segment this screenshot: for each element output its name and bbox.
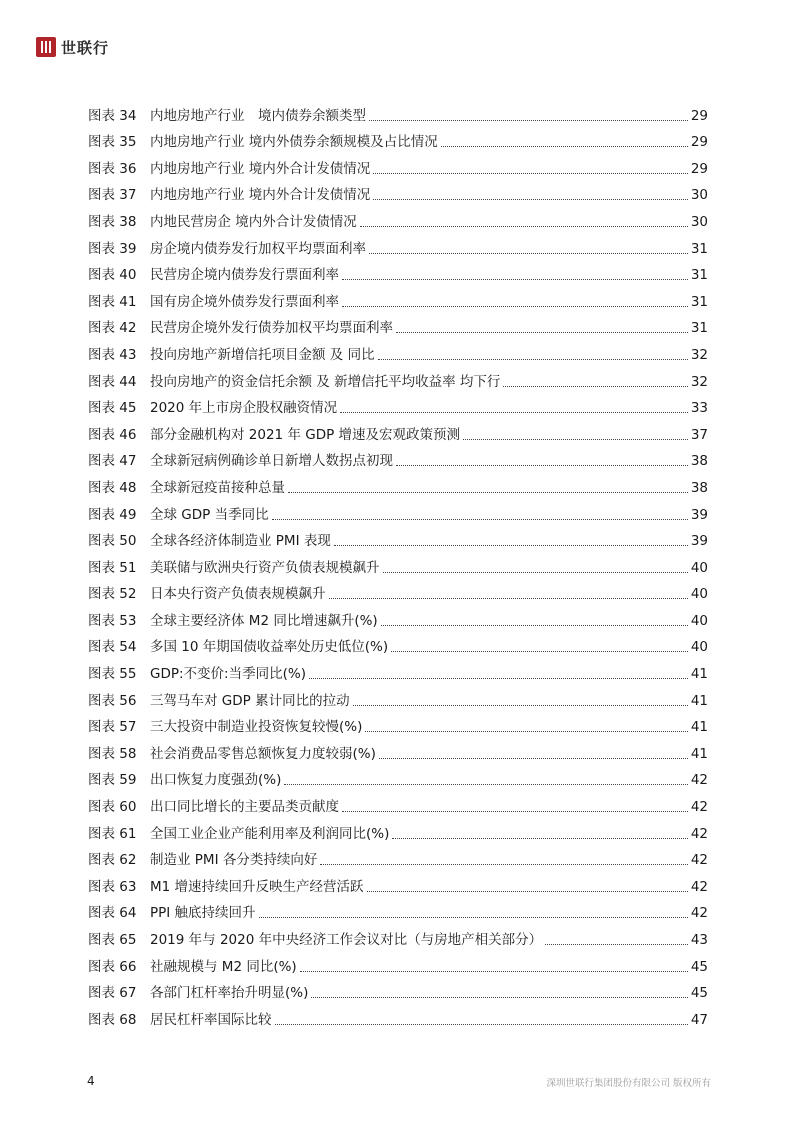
toc-entry-page: 30 bbox=[690, 213, 708, 230]
toc-entry-label: 图表 68 bbox=[88, 1011, 137, 1028]
toc-entry[interactable] bbox=[88, 603, 708, 630]
toc-leader-dots bbox=[369, 253, 688, 254]
toc-entry-label: 图表 39 bbox=[88, 240, 137, 257]
toc-leader-dots bbox=[342, 811, 688, 812]
toc-entry-label: 图表 41 bbox=[88, 293, 137, 310]
toc-entry-title: 日本央行资产负债表规模飙升 bbox=[150, 586, 326, 603]
toc-entry-label: 图表 64 bbox=[88, 905, 137, 922]
toc-entry[interactable] bbox=[88, 391, 708, 418]
toc-entry[interactable] bbox=[88, 869, 708, 896]
toc-entry-label: 图表 54 bbox=[88, 639, 137, 656]
toc-entry-label: 图表 35 bbox=[88, 134, 137, 151]
toc-entry-label: 图表 38 bbox=[88, 213, 137, 230]
toc-leader-dots bbox=[309, 678, 688, 679]
toc-entry-title: M1 增速持续回升反映生产经营活跃 bbox=[150, 878, 364, 895]
toc-entry-label: 图表 63 bbox=[88, 878, 137, 895]
toc-entry-label: 图表 45 bbox=[88, 400, 137, 417]
toc-leader-dots bbox=[334, 545, 688, 546]
toc-entry[interactable] bbox=[88, 710, 708, 737]
toc-leader-dots bbox=[463, 439, 688, 440]
toc-leader-dots bbox=[396, 332, 688, 333]
toc-entry-page: 29 bbox=[690, 134, 708, 151]
toc-entry[interactable] bbox=[88, 497, 708, 524]
toc-entry-title: 内地房地产行业 境内外合计发债情况 bbox=[150, 187, 371, 204]
toc-entry[interactable] bbox=[88, 683, 708, 710]
toc-leader-dots bbox=[329, 598, 688, 599]
toc-leader-dots bbox=[373, 199, 688, 200]
toc-entry[interactable] bbox=[88, 736, 708, 763]
toc-entry-label: 图表 48 bbox=[88, 479, 137, 496]
toc-entry-label: 图表 44 bbox=[88, 373, 137, 390]
toc-entry-title: 出口同比增长的主要品类贡献度 bbox=[150, 799, 339, 816]
toc-entry[interactable] bbox=[88, 444, 708, 471]
toc-entry[interactable] bbox=[88, 417, 708, 444]
toc-entry[interactable] bbox=[88, 98, 708, 125]
toc-entry-label: 图表 61 bbox=[88, 825, 137, 842]
toc-leader-dots bbox=[342, 279, 688, 280]
toc-entry[interactable] bbox=[88, 284, 708, 311]
toc-leader-dots bbox=[383, 572, 688, 573]
toc-entry-title: 制造业 PMI 各分类持续向好 bbox=[150, 852, 318, 869]
toc-entry[interactable] bbox=[88, 896, 708, 923]
toc-entry[interactable] bbox=[88, 949, 708, 976]
toc-entry-label: 图表 66 bbox=[88, 958, 137, 975]
toc-entry[interactable] bbox=[88, 151, 708, 178]
toc-entry-label: 图表 65 bbox=[88, 932, 137, 948]
toc-entry-title: 房企境内债券发行加权平均票面利率 bbox=[150, 240, 366, 257]
toc-entry-title: 社会消费品零售总额恢复力度较弱(%) bbox=[150, 745, 376, 762]
toc-entry-page: 42 bbox=[690, 852, 708, 869]
toc-entry-title: 出口恢复力度强劲(%) bbox=[150, 772, 282, 789]
page-number: 4 bbox=[87, 1074, 95, 1088]
toc-entry-page: 40 bbox=[690, 586, 708, 603]
toc-entry[interactable] bbox=[88, 630, 708, 657]
toc-entry-label: 图表 43 bbox=[88, 346, 137, 363]
toc-leader-dots bbox=[373, 173, 688, 174]
toc-entry-page: 42 bbox=[690, 799, 708, 816]
toc-entry[interactable] bbox=[88, 524, 708, 551]
toc-entry-page: 37 bbox=[690, 426, 708, 443]
toc-entry-page: 40 bbox=[690, 612, 708, 629]
toc-entry-label: 图表 42 bbox=[88, 320, 137, 337]
toc-leader-dots bbox=[259, 917, 688, 918]
toc-entry[interactable] bbox=[88, 125, 708, 152]
toc-entry-page: 42 bbox=[690, 772, 708, 789]
toc-entry-title: 内地民营房企 境内外合计发债情况 bbox=[150, 213, 357, 230]
toc-entry-page: 29 bbox=[690, 107, 708, 124]
toc-entry[interactable] bbox=[88, 337, 708, 364]
toc-leader-dots bbox=[342, 306, 688, 307]
toc-entry[interactable] bbox=[88, 843, 708, 870]
toc-entry-title: PPI 触底持续回升 bbox=[150, 905, 256, 922]
toc-entry-title: GDP:不变价:当季同比(%) bbox=[150, 666, 306, 683]
toc-entry-title: 三驾马车对 GDP 累计同比的拉动 bbox=[150, 692, 350, 709]
copyright-notice: 深圳世联行集团股份有限公司 版权所有 bbox=[546, 1078, 711, 1089]
toc-leader-dots bbox=[311, 997, 687, 998]
brand-name: 世联行 bbox=[61, 38, 110, 57]
toc-leader-dots bbox=[369, 120, 688, 121]
toc-entry-page: 38 bbox=[690, 453, 708, 470]
toc-entry-label: 图表 40 bbox=[88, 267, 137, 284]
toc-entry-page: 47 bbox=[690, 1011, 708, 1028]
toc-entry-page: 31 bbox=[690, 320, 708, 337]
toc-entry[interactable] bbox=[88, 922, 708, 949]
toc-entry[interactable] bbox=[88, 470, 708, 497]
toc-entry-title: 国有房企境外债券发行票面利率 bbox=[150, 293, 339, 310]
toc-leader-dots bbox=[545, 944, 688, 945]
toc-entry-page: 31 bbox=[690, 267, 708, 284]
toc-entry-title: 全球各经济体制造业 PMI 表现 bbox=[150, 533, 331, 550]
toc-entry-label: 图表 57 bbox=[88, 719, 137, 736]
toc-entry-title: 2020 年上市房企股权融资情况 bbox=[150, 400, 338, 417]
toc-entry-label: 图表 36 bbox=[88, 160, 137, 177]
toc-leader-dots bbox=[503, 386, 687, 387]
toc-entry-page: 33 bbox=[690, 400, 708, 417]
toc-entry[interactable] bbox=[88, 204, 708, 231]
toc-entry[interactable] bbox=[88, 577, 708, 604]
toc-entry-page: 38 bbox=[690, 479, 708, 496]
toc-entry-page: 42 bbox=[690, 878, 708, 895]
toc-leader-dots bbox=[284, 784, 687, 785]
toc-entry[interactable] bbox=[88, 763, 708, 790]
toc-entry-label: 图表 50 bbox=[88, 533, 137, 550]
toc-entry-page: 41 bbox=[690, 666, 708, 683]
toc-entry-page: 40 bbox=[690, 559, 708, 576]
toc-entry-page: 39 bbox=[690, 506, 708, 523]
toc-leader-dots bbox=[320, 864, 687, 865]
toc-leader-dots bbox=[288, 492, 688, 493]
toc-entry-page: 41 bbox=[690, 745, 708, 762]
toc-entry-label: 图表 51 bbox=[88, 559, 137, 576]
toc-entry-title: 2019 年与 2020 年中央经济工作会议对比（与房地产相关部分） bbox=[150, 932, 543, 948]
logo-icon bbox=[36, 37, 56, 57]
toc-entry-label: 图表 60 bbox=[88, 799, 137, 816]
toc-leader-dots bbox=[367, 891, 688, 892]
toc-entry-title: 民营房企境内债券发行票面利率 bbox=[150, 267, 339, 284]
toc-entry-label: 图表 56 bbox=[88, 692, 137, 709]
toc-entry-title: 内地房地产行业 境内外债券余额规模及占比情况 bbox=[150, 134, 438, 151]
toc-entry-label: 图表 58 bbox=[88, 745, 137, 762]
toc-leader-dots bbox=[272, 519, 688, 520]
toc-entry-label: 图表 62 bbox=[88, 852, 137, 869]
toc-entry-title: 居民杠杆率国际比较 bbox=[150, 1011, 272, 1028]
toc-leader-dots bbox=[353, 705, 688, 706]
toc-entry[interactable] bbox=[88, 550, 708, 577]
toc-entry-label: 图表 67 bbox=[88, 985, 137, 1002]
toc-entry-page: 29 bbox=[690, 160, 708, 177]
toc-leader-dots bbox=[340, 412, 688, 413]
toc-entry[interactable] bbox=[88, 311, 708, 338]
toc-entry-page: 45 bbox=[690, 985, 708, 1002]
toc-entry-page: 43 bbox=[690, 932, 708, 948]
toc-entry-label: 图表 55 bbox=[88, 666, 137, 683]
toc-entry-label: 图表 59 bbox=[88, 772, 137, 789]
toc-leader-dots bbox=[441, 146, 688, 147]
toc-leader-dots bbox=[381, 625, 688, 626]
toc-entry-page: 32 bbox=[690, 346, 708, 363]
toc-entry-label: 图表 46 bbox=[88, 426, 137, 443]
toc-leader-dots bbox=[391, 651, 688, 652]
toc-entry-label: 图表 47 bbox=[88, 453, 137, 470]
toc-entry-title: 全国工业企业产能利用率及利润同比(%) bbox=[150, 825, 390, 842]
toc-entry[interactable] bbox=[88, 231, 708, 258]
toc-entry[interactable] bbox=[88, 364, 708, 391]
toc-entry-page: 42 bbox=[690, 905, 708, 922]
toc-entry-title: 投向房地产新增信托项目金额 及 同比 bbox=[150, 346, 375, 363]
toc-leader-dots bbox=[275, 1024, 688, 1025]
toc-entry-title: 各部门杠杆率抬升明显(%) bbox=[150, 985, 309, 1002]
toc-entry[interactable] bbox=[88, 178, 708, 205]
toc-leader-dots bbox=[396, 465, 688, 466]
toc-entry[interactable] bbox=[88, 789, 708, 816]
toc-entry-title: 部分金融机构对 2021 年 GDP 增速及宏观政策预测 bbox=[150, 426, 461, 443]
toc-entry-page: 41 bbox=[690, 692, 708, 709]
toc-entry-title: 内地房地产行业 境内债券余额类型 bbox=[150, 107, 366, 124]
toc-entry-page: 45 bbox=[690, 958, 708, 975]
toc-entry-title: 全球新冠病例确诊单日新增人数拐点初现 bbox=[150, 453, 393, 470]
toc-entry[interactable] bbox=[88, 656, 708, 683]
toc-leader-dots bbox=[360, 226, 688, 227]
toc-entry-title: 民营房企境外发行债券加权平均票面利率 bbox=[150, 320, 393, 337]
toc-entry-title: 多国 10 年期国债收益率处历史低位(%) bbox=[150, 639, 389, 656]
toc-entry-page: 40 bbox=[690, 639, 708, 656]
table-of-figures bbox=[88, 98, 708, 1029]
toc-entry-page: 42 bbox=[690, 825, 708, 842]
toc-entry-label: 图表 34 bbox=[88, 107, 137, 124]
toc-entry[interactable] bbox=[88, 976, 708, 1003]
header bbox=[36, 36, 109, 58]
toc-entry[interactable] bbox=[88, 1002, 708, 1029]
toc-entry-title: 全球新冠疫苗接种总量 bbox=[150, 479, 285, 496]
toc-leader-dots bbox=[379, 758, 688, 759]
toc-entry-page: 31 bbox=[690, 240, 708, 257]
toc-entry-label: 图表 37 bbox=[88, 187, 137, 204]
toc-entry[interactable] bbox=[88, 258, 708, 285]
toc-entry-label: 图表 52 bbox=[88, 586, 137, 603]
toc-entry-title: 社融规模与 M2 同比(%) bbox=[150, 958, 297, 975]
toc-entry-title: 全球 GDP 当季同比 bbox=[150, 506, 269, 523]
toc-entry-title: 全球主要经济体 M2 同比增速飙升(%) bbox=[150, 612, 378, 629]
toc-entry-page: 30 bbox=[690, 187, 708, 204]
toc-entry-page: 39 bbox=[690, 533, 708, 550]
toc-leader-dots bbox=[365, 731, 687, 732]
toc-entry[interactable] bbox=[88, 816, 708, 843]
toc-leader-dots bbox=[392, 838, 687, 839]
toc-entry-title: 三大投资中制造业投资恢复较慢(%) bbox=[150, 719, 363, 736]
toc-leader-dots bbox=[300, 971, 688, 972]
toc-entry-label: 图表 53 bbox=[88, 612, 137, 629]
toc-entry-label: 图表 49 bbox=[88, 506, 137, 523]
toc-leader-dots bbox=[378, 359, 688, 360]
toc-entry-page: 31 bbox=[690, 293, 708, 310]
toc-entry-title: 美联储与欧洲央行资产负债表规模飙升 bbox=[150, 559, 380, 576]
toc-entry-page: 41 bbox=[690, 719, 708, 736]
toc-entry-page: 32 bbox=[690, 373, 708, 390]
toc-entry-title: 内地房地产行业 境内外合计发债情况 bbox=[150, 160, 371, 177]
toc-entry-title: 投向房地产的资金信托余额 及 新增信托平均收益率 均下行 bbox=[150, 373, 501, 390]
